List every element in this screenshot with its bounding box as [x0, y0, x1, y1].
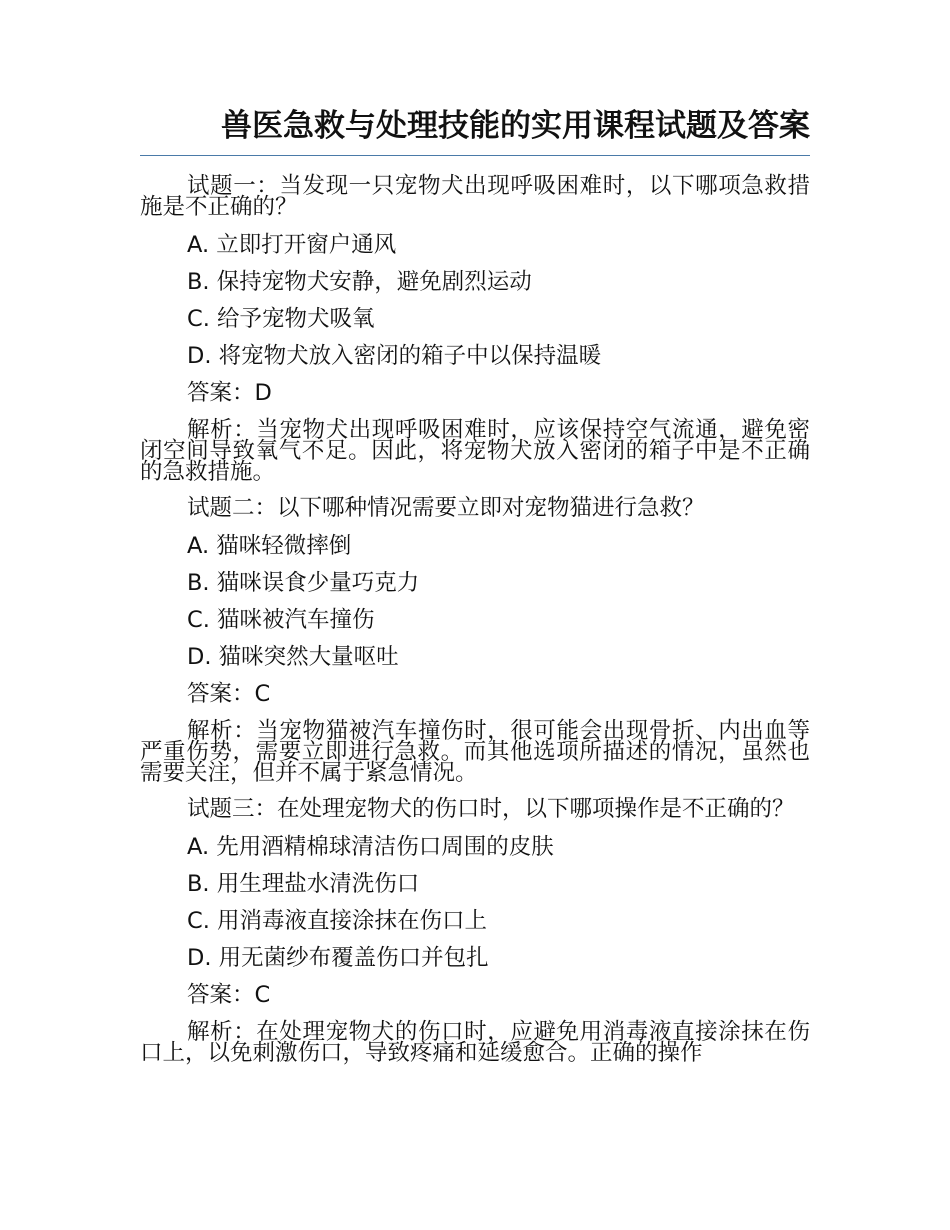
option-a: A. 猫咪轻微摔倒	[187, 533, 352, 559]
option-d: D. 将宠物犬放入密闭的箱子中以保持温暖	[187, 343, 602, 369]
option-c: C. 给予宠物犬吸氧	[187, 306, 375, 332]
explanation-text: 解析：当宠物猫被汽车撞伤时，很可能会出现骨折、内出血等严重伤势，需要立即进行急救。而其他选项所描述的情况，虽然也需要关注，但并不属于紧急情况。	[140, 718, 810, 786]
question-block-3	[140, 796, 810, 1066]
option-c: C. 猫咪被汽车撞伤	[187, 607, 375, 633]
answer-text: 答案：D	[187, 380, 272, 406]
option-c: C. 用消毒液直接涂抹在伤口上	[187, 908, 488, 934]
option-b: B. 用生理盐水清洗伤口	[187, 871, 420, 897]
document-title: 兽医急救与处理技能的实用课程试题及答案	[140, 100, 810, 156]
question-text: 试题三：在处理宠物犬的伤口时，以下哪项操作是不正确的？	[187, 796, 795, 822]
option-a: A. 先用酒精棉球清洁伤口周围的皮肤	[187, 834, 554, 860]
explanation-text: 解析：当宠物犬出现呼吸困难时，应该保持空气流通，避免密闭空间导致氧气不足。因此，将宠物犬放入密闭的箱子中是不正确的急救措施。	[140, 417, 810, 485]
answer-text: 答案：C	[187, 681, 271, 707]
option-b: B. 保持宠物犬安静，避免剧烈运动	[187, 269, 532, 295]
question-block-1	[140, 173, 810, 485]
document-page	[140, 100, 810, 1079]
question-text: 试题二：以下哪种情况需要立即对宠物猫进行急救？	[187, 495, 705, 521]
explanation-text: 解析：在处理宠物犬的伤口时，应避免用消毒液直接涂抹在伤口上，以免刺激伤口，导致疼痛和延缓愈合。正确的操作	[140, 1019, 810, 1066]
option-d: D. 用无菌纱布覆盖伤口并包扎	[187, 945, 489, 971]
question-block-2	[140, 495, 810, 786]
answer-text: 答案：C	[187, 982, 271, 1008]
option-a: A. 立即打开窗户通风	[187, 232, 397, 258]
option-b: B. 猫咪误食少量巧克力	[187, 570, 420, 596]
option-d: D. 猫咪突然大量呕吐	[187, 644, 399, 670]
question-text: 试题一：当发现一只宠物犬出现呼吸困难时，以下哪项急救措施是不正确的？	[140, 173, 810, 220]
